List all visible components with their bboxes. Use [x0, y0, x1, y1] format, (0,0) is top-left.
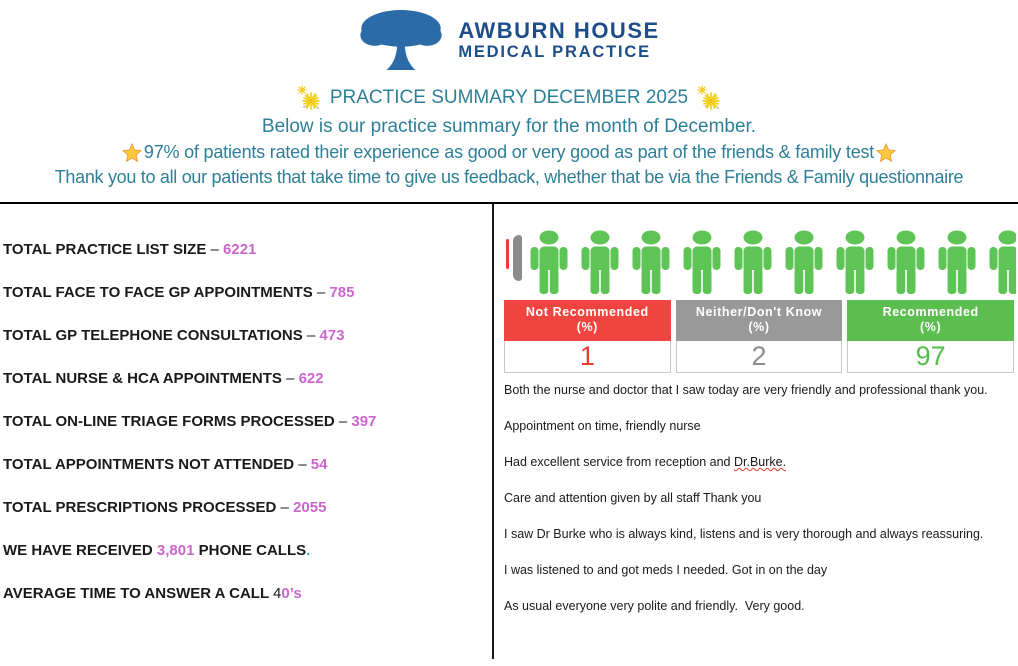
sparkler-icon [697, 85, 721, 111]
stat-value: 473 [319, 327, 345, 344]
fft-value: 1 [504, 341, 671, 373]
phone-calls-label: WE HAVE RECEIVED [3, 542, 157, 559]
stat-line [3, 242, 486, 257]
thanks-text: Thank you to all our patients that take time to give us feedback, whether that be via the Friends & Family questionnaire [54, 167, 964, 187]
page-title: PRACTICE SUMMARY DECEMBER 2025 [329, 87, 689, 108]
stat-line [3, 328, 486, 343]
stats-list [3, 242, 486, 515]
stat-value: 397 [351, 413, 377, 430]
answer-time-label: AVERAGE TIME TO ANSWER A CALL [3, 585, 274, 602]
stat-label: TOTAL FACE TO FACE GP APPOINTMENTS [3, 284, 317, 301]
stat-value: 2055 [293, 499, 327, 516]
feedback-quote [504, 561, 1012, 579]
header [0, 0, 1018, 188]
patient-feedback [504, 381, 1012, 615]
answer-time-stat [3, 586, 486, 601]
feedback-quote [504, 597, 1012, 615]
phone-calls-suffix: PHONE CALLS [194, 542, 307, 559]
feedback-quote [504, 417, 1012, 435]
fft-value: 2 [676, 341, 843, 373]
not-recommended-sliver [506, 239, 509, 269]
stat-line [3, 414, 486, 429]
page-title-row [0, 85, 1018, 111]
fft-column-recommended [847, 300, 1014, 373]
stat-line [3, 371, 486, 386]
stat-label: TOTAL PRESCRIPTIONS PROCESSED [3, 499, 281, 516]
logo-subname: MEDICAL PRACTICE [458, 43, 651, 61]
stat-line [3, 285, 486, 300]
fft-header [847, 300, 1014, 341]
fft-panel [494, 204, 1018, 659]
person-icon [986, 230, 1016, 294]
stat-value: 622 [298, 370, 324, 387]
stat-line [3, 457, 486, 472]
answer-time-value: 0’s [281, 585, 302, 602]
sparkler-icon [297, 85, 321, 111]
stat-separator: – [210, 241, 224, 258]
feedback-text: As usual everyone very polite and friendly. Very good. [504, 599, 805, 613]
fft-column-not-recommended [504, 300, 671, 373]
feedback-quote [504, 453, 1012, 471]
feedback-quote [504, 381, 1012, 399]
feedback-quote [504, 489, 1012, 507]
person-icon [782, 230, 826, 294]
stat-separator: – [338, 413, 352, 430]
person-icon [629, 230, 673, 294]
stat-label: TOTAL PRACTICE LIST SIZE [3, 241, 211, 258]
fft-header-line1: Not Recommended [525, 305, 649, 319]
stat-line [3, 500, 486, 515]
stat-separator: – [286, 370, 299, 387]
stat-separator: – [316, 284, 330, 301]
content-columns [0, 204, 1018, 659]
answer-time-plain: 4 [273, 585, 282, 602]
fft-highlight-row [0, 142, 1018, 163]
feedback-quote [504, 525, 1012, 543]
feedback-text: I was listened to and got meds I needed. Got in on the day [504, 563, 828, 577]
stat-label: TOTAL ON-LINE TRIAGE FORMS PROCESSED [3, 413, 339, 430]
phone-calls-value: 3,801 [156, 542, 195, 559]
stat-value: 6221 [223, 241, 257, 258]
fft-header-line2: (%) [748, 320, 770, 334]
stat-separator: – [298, 456, 311, 473]
stat-separator: – [280, 499, 294, 516]
page-subtitle: Below is our practice summary for the month of December. [261, 116, 757, 137]
fft-header-line1: Recommended [882, 305, 979, 319]
logo-text [458, 19, 659, 61]
person-icon [578, 230, 622, 294]
stat-value: 785 [329, 284, 355, 301]
fft-header [504, 300, 671, 341]
feedback-text: Appointment on time, friendly nurse [504, 419, 701, 433]
fft-highlight-text: 97% of patients rated their experience as good or very good as part of the friends & family test [143, 142, 875, 162]
feedback-text: Both the nurse and doctor that I saw today are very friendly and professional thank you. [504, 383, 988, 397]
fft-value: 97 [847, 341, 1014, 373]
spellcheck-flagged-text: Dr.Burke. [733, 455, 787, 469]
stat-label: TOTAL APPOINTMENTS NOT ATTENDED [3, 456, 299, 473]
fft-header-line2: (%) [920, 320, 942, 334]
fft-header-line2: (%) [576, 320, 598, 334]
tree-logo-icon [358, 9, 444, 71]
person-icon [833, 230, 877, 294]
phone-calls-period: . [306, 542, 311, 559]
fft-table [504, 300, 1014, 373]
person-icon [680, 230, 724, 294]
star-icon [876, 143, 896, 163]
person-icon [527, 230, 571, 294]
feedback-text: Had excellent service from reception and [504, 455, 734, 469]
phone-calls-stat [3, 543, 486, 558]
fft-header-line1: Neither/Don't Know [695, 305, 823, 319]
fft-column-neither [676, 300, 843, 373]
stats-panel [0, 204, 494, 659]
logo-name: AWBURN HOUSE [458, 18, 660, 43]
person-icon [884, 230, 928, 294]
stat-value: 54 [310, 456, 328, 473]
stat-label: TOTAL GP TELEPHONE CONSULTATIONS [3, 327, 307, 344]
practice-logo [0, 8, 1018, 72]
stat-separator: – [306, 327, 320, 344]
person-icon [731, 230, 775, 294]
feedback-text: Care and attention given by all staff Thank you [504, 491, 762, 505]
stat-label: TOTAL NURSE & HCA APPOINTMENTS [3, 370, 287, 387]
neither-sliver [513, 235, 522, 281]
fft-pictogram [504, 230, 1016, 294]
star-icon [122, 143, 142, 163]
feedback-text: I saw Dr Burke who is always kind, listens and is very thorough and always reassuring. [504, 527, 984, 541]
person-icon [935, 230, 979, 294]
fft-header [676, 300, 843, 341]
